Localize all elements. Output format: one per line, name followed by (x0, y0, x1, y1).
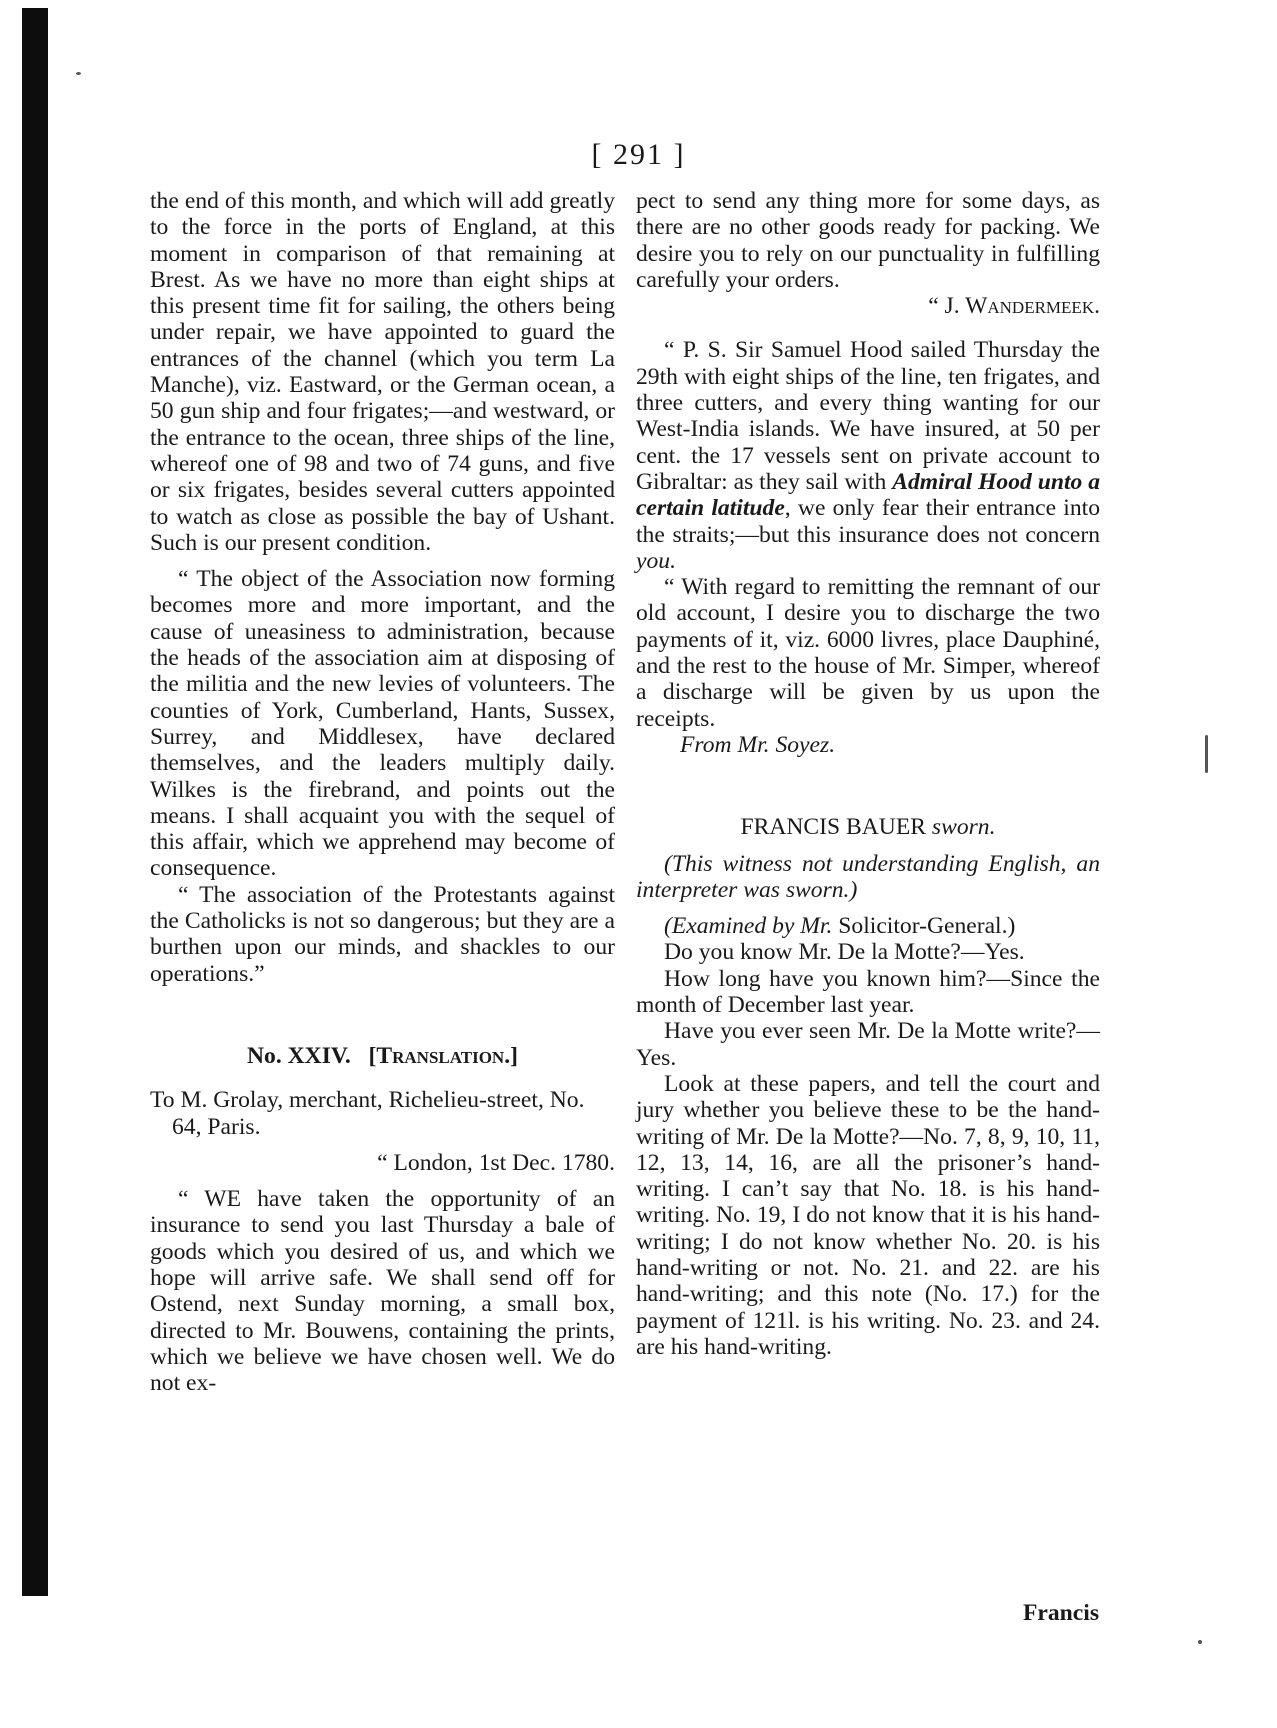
address: To M. Grolay, merchant, Richelieu-street, No. 64, Paris. (150, 1087, 585, 1140)
postscript (636, 337, 1100, 574)
translation-label: [Translation.] (368, 1042, 518, 1069)
testimony: Do you know Mr. De la Motte?—Yes. (664, 939, 1025, 966)
paragraph: the end of this month, and which will add greatly to the force in the ports of England, at this moment in comparison of that remaining at Brest. As we have no more than eight ships at this present time fit for sailing, the others being under repair, we have appointed to guard the entrances of the channel (which you term La Manche), viz. Eastward, or the German ocean, a 50 gun ship and four frigates;—and westward, or the entrance to the ocean, three ships of the line, whereof one of 98 and two of 74 guns, and five or six frigates, besides several cutters appointed to watch as close as possible the bay of Ushant. Such is our present condition. (150, 188, 615, 556)
postscript-text: , we only fear their entrance into the straits;—but this insurance does not concern (636, 495, 1100, 548)
scan-speck (76, 72, 81, 75)
source-line: From Mr. Soyez. (680, 731, 836, 758)
examiner: Solicitor-General.) (838, 913, 1016, 940)
section-heading (150, 1043, 615, 1069)
postscript-italic: Admiral Hood unto a certain latitude (636, 468, 1101, 522)
paragraph: pect to send any thing more for some days, as there are no other goods ready for packing. We desire you to rely on our punctuality in fulfilling carefully your orders. (636, 188, 1100, 293)
left-column (150, 188, 615, 1396)
catchword: Francis (1022, 1600, 1099, 1626)
book-binding-shadow (22, 8, 48, 1596)
examined-by: (Examined by Mr. (664, 913, 833, 940)
scan-speck (1198, 1640, 1202, 1644)
paragraph: “ The object of the Association now forming becomes more and more important, and the cause of uneasiness to administration, because the heads of the association aim at disposing of the militia and the new levies of volunteers. The counties of York, Cumberland, Hants, Sussex, Surrey, and Middlesex, have declared themselves, and the leaders multiply daily. Wilkes is the firebrand, and points out the means. I shall acquaint you with the sequel of this affair, which we apprehend may become of consequence. (150, 566, 615, 882)
paragraph: “ The association of the Protestants against the Catholicks is not so dangerous; but they are a burthen upon our minds, and shackles to our operations.” (150, 881, 615, 987)
paragraph: “ With regard to remitting the remnant of our old account, I desire you to discharge the two payments of it, viz. 6000 livres, place Dauphiné, and the rest to the house of Mr. Simper, whereof a discharge will be given by us upon the receipts. (636, 574, 1100, 732)
interpreter-note: (This witness not understanding English, an interpreter was sworn.) (636, 850, 1100, 903)
testimony: Look at these papers, and tell the court and jury whether you believe these to be the hand-writing of Mr. De la Motte?—No. 7, 8, 9, 10, 11, 12, 13, 14, 16, are all the prisoner’s hand-writing. I can’t say that No. 18. is his hand-writing. No. 19, I do not know that it is his hand-writing; I do not know whether No. 20. is his hand-writing or not. No. 21. and 22. are his hand-writing; and this note (No. 17.) for the payment of 121l. is his writing. No. 23. and 24. are his hand-writing. (636, 1070, 1100, 1360)
scan-speck (1205, 735, 1208, 773)
testimony: How long have you known him?—Since the month of December last year. (636, 965, 1100, 1019)
postscript-italic: you. (636, 547, 676, 574)
postscript-text: “ P. S. Sir Samuel Hood sailed Thursday the 29th with eight ships of the line, ten frigates, and three cutters, and every thing wanting for our West-India islands. We have insured, at 50 per cent. the 17 vessels sent on private account to Gibraltar: as they sail with (636, 337, 1100, 495)
dateline: “ London, 1st Dec. 1780. (377, 1149, 615, 1176)
signature: “ J. Wandermeek. (928, 293, 1100, 320)
page-number: [ 291 ] (591, 138, 686, 171)
witness-sworn: sworn. (931, 814, 996, 841)
testimony: Have you ever seen Mr. De la Motte write?—Yes. (636, 1018, 1100, 1071)
right-column (636, 188, 1100, 1360)
section-number: No. XXIV. (247, 1042, 351, 1069)
examination-note (636, 913, 1100, 939)
paragraph: “ WE have taken the opportunity of an insurance to send you last Thursday a bale of goods which you desired of us, and which we hope will arrive safe. We shall send off for Ostend, next Sunday morning, a small box, directed to Mr. Bouwens, containing the prints, which we believe we have chosen well. We do not ex- (150, 1186, 615, 1397)
witness-name: FRANCIS BAUER (740, 814, 926, 841)
witness-heading (636, 814, 1100, 840)
